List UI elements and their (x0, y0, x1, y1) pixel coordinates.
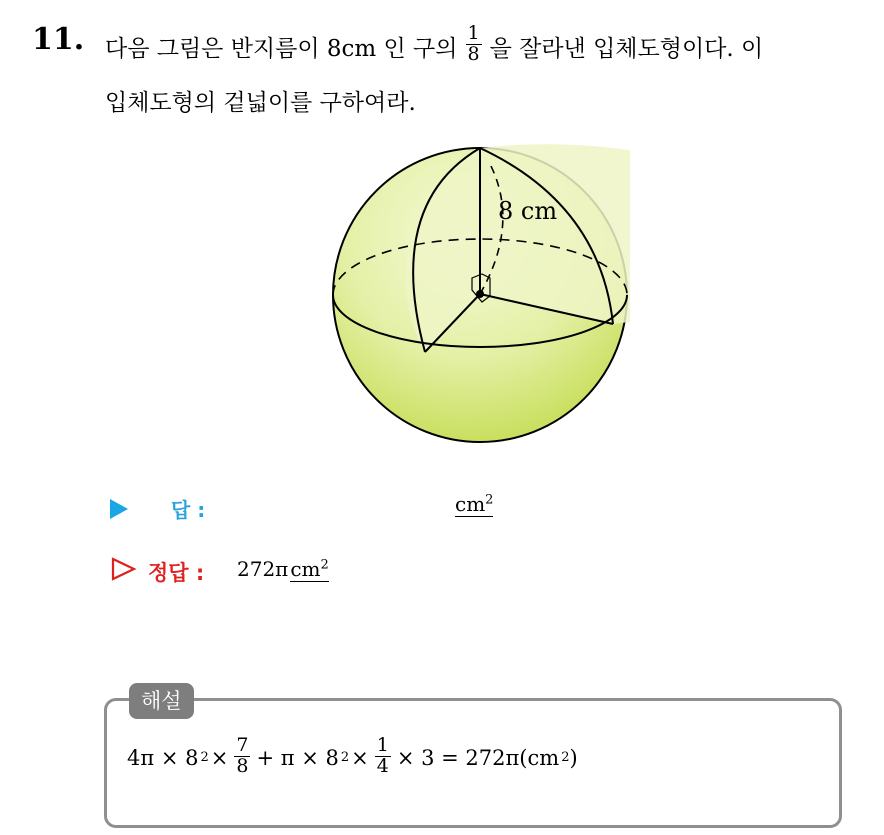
correct-value: 272π (237, 557, 289, 581)
correct-unit-exponent: 2 (320, 557, 329, 573)
formula-term-2: + π × 8 (256, 746, 339, 771)
formula-fraction-2 (375, 736, 391, 777)
formula-term-3: × 3 = 272π(cm (396, 746, 560, 771)
correct-unit-base: cm (290, 557, 321, 581)
answer-unit-exponent: 2 (485, 492, 494, 508)
question-text-line2: 입체도형의 겉넓이를 구하여라. (105, 90, 416, 116)
formula-fraction-2-den: 4 (376, 754, 389, 777)
correct-label: 정답 : (148, 561, 205, 585)
formula-fraction-1 (234, 736, 250, 777)
answer-unit-base: cm (455, 492, 486, 516)
correct-answer (237, 557, 329, 582)
formula-fraction-2-num: 1 (376, 734, 389, 756)
formula-times-1: × (210, 746, 229, 771)
sphere-figure (330, 144, 630, 444)
radius-label: 8 cm (498, 197, 558, 225)
correct-marker-icon (111, 557, 137, 581)
question-fraction (466, 24, 482, 65)
formula-close-paren: ) (569, 746, 578, 771)
formula-times-2: × (351, 746, 369, 771)
answer-unit (455, 492, 493, 517)
question-text-line1 (105, 22, 764, 67)
question-number: 11. (32, 22, 85, 57)
explanation-tag: 해설 (129, 683, 194, 719)
answer-label: 답 : (171, 498, 206, 522)
question-text-part2: 을 잘라낸 입체도형이다. 이 (489, 35, 764, 62)
fraction-denominator: 8 (467, 42, 480, 65)
formula-fraction-1-den: 8 (236, 754, 249, 777)
formula-term-1: 4π × 8 (127, 746, 199, 771)
explanation-formula: 4π × 8 2 × $\frac{7}{8}$ + π × 8 2 × $\frac{1}{4}$ × 3 = 272π(cm 2 ) (127, 734, 578, 777)
fraction-numerator: 1 (467, 22, 480, 44)
answer-marker-icon (110, 499, 128, 519)
question-text-part1: 다음 그림은 반지름이 8cm 인 구의 (105, 35, 458, 62)
correct-unit (290, 557, 328, 582)
center-point (476, 290, 484, 298)
formula-fraction-1-num: 7 (236, 734, 249, 756)
